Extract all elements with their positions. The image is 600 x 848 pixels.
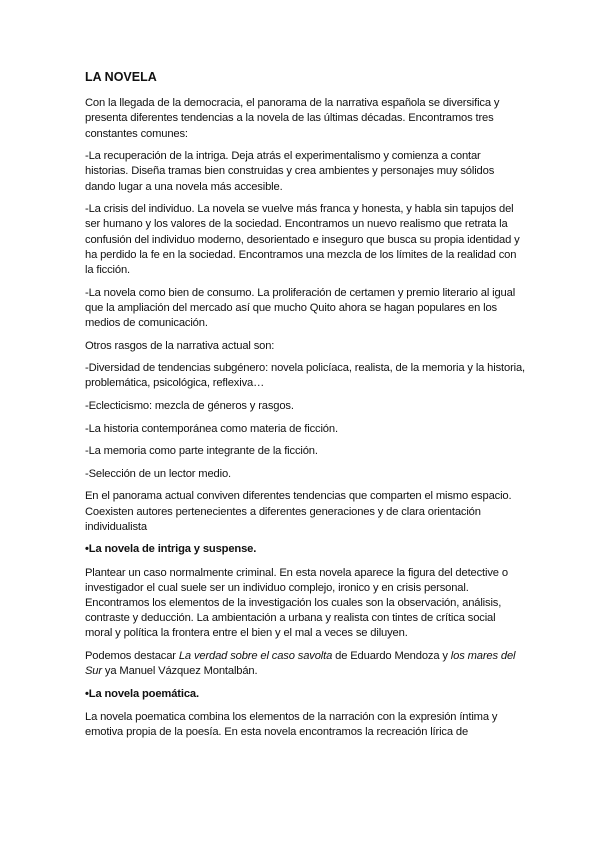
highlight-post: ya Manuel Vázquez Montalbán. (101, 665, 258, 678)
highlight-paragraph (85, 649, 525, 679)
work-title: los mares del Sur (85, 649, 516, 678)
work-title: La verdad sobre el caso savolta (178, 649, 333, 662)
trait-item: -La historia contemporánea como materia de ficción. (85, 422, 338, 435)
document-page (85, 70, 525, 748)
highlight-pre: Podemos destacar (85, 649, 179, 662)
trait-item: -Diversidad de tendencias subgénero: novela policíaca, realista, de la memoria y la historia, problemática, psicológica, reflexiva… (85, 362, 526, 390)
section-body-intriga: Plantear un caso normalmente criminal. En esta novela aparece la figura del detective o investigador el cual suele ser un individuo complejo, ironico y en crisis personal. Encontramos los elementos de la investigación los cuales son la observación, análisis, contraste y deducción. La ambientación a urbana y realista con tintes de crítica social moral y política la frontera entre el bien y el mal a veces se diluyen. (85, 566, 508, 640)
intro-paragraph: Con la llegada de la democracia, el panorama de la narrativa española se diversifica y presenta diferentes tendencias a la novela de las últimas décadas. Encontramos tres constantes comunes: (85, 97, 500, 140)
trait-item: -La memoria como parte integrante de la ficción. (85, 445, 318, 458)
section-heading-poematica: •La novela poemática. (85, 687, 199, 700)
section-body-poematica: La novela poematica combina los elementos de la narración con la expresión íntima y emotiva propia de la poesía. En esta novela encontramos la recreación lírica de (85, 710, 498, 739)
trait-item: -Selección de un lector medio. (85, 467, 231, 480)
trait-item: -Eclecticismo: mezcla de géneros y rasgos. (85, 400, 294, 412)
panorama-paragraph: En el panorama actual conviven diferentes tendencias que comparten el mismo espacio. Coexisten autores pertenecientes a diferentes generaciones y de clara orientación individualista (85, 490, 512, 533)
document-title: LA NOVELA (85, 70, 157, 84)
constant-item: -La recuperación de la intriga. Deja atrás el experimentalismo y comienza a contar historias. Diseña tramas bien construidas y crea ambientes y personajes muy sólidos dando lugar a una novela más accesible. (85, 150, 495, 193)
highlight-mid: de Eduardo Mendoza y (332, 649, 451, 662)
constant-item: -La crisis del individuo. La novela se vuelve más franca y honesta, y habla sin tapujos del ser humano y los valores de la sociedad. Encontramos un nuevo realismo que retrata la confusión del individuo moderno, desorientado e inseguro que busca su propia identidad y ha perdido la fe en la sociedad. Encontramos una mezcla de los límites de la realidad con la ficción. (85, 203, 520, 277)
section-heading-intriga: •La novela de intriga y suspense. (85, 543, 257, 556)
constant-item: -La novela como bien de consumo. La proliferación de certamen y premio literario al igual que la ampliación del mercado así que mucho Quito ahora se hagan populares en los medios de comunicación. (85, 286, 516, 330)
other-traits-intro: Otros rasgos de la narrativa actual son: (85, 339, 275, 352)
